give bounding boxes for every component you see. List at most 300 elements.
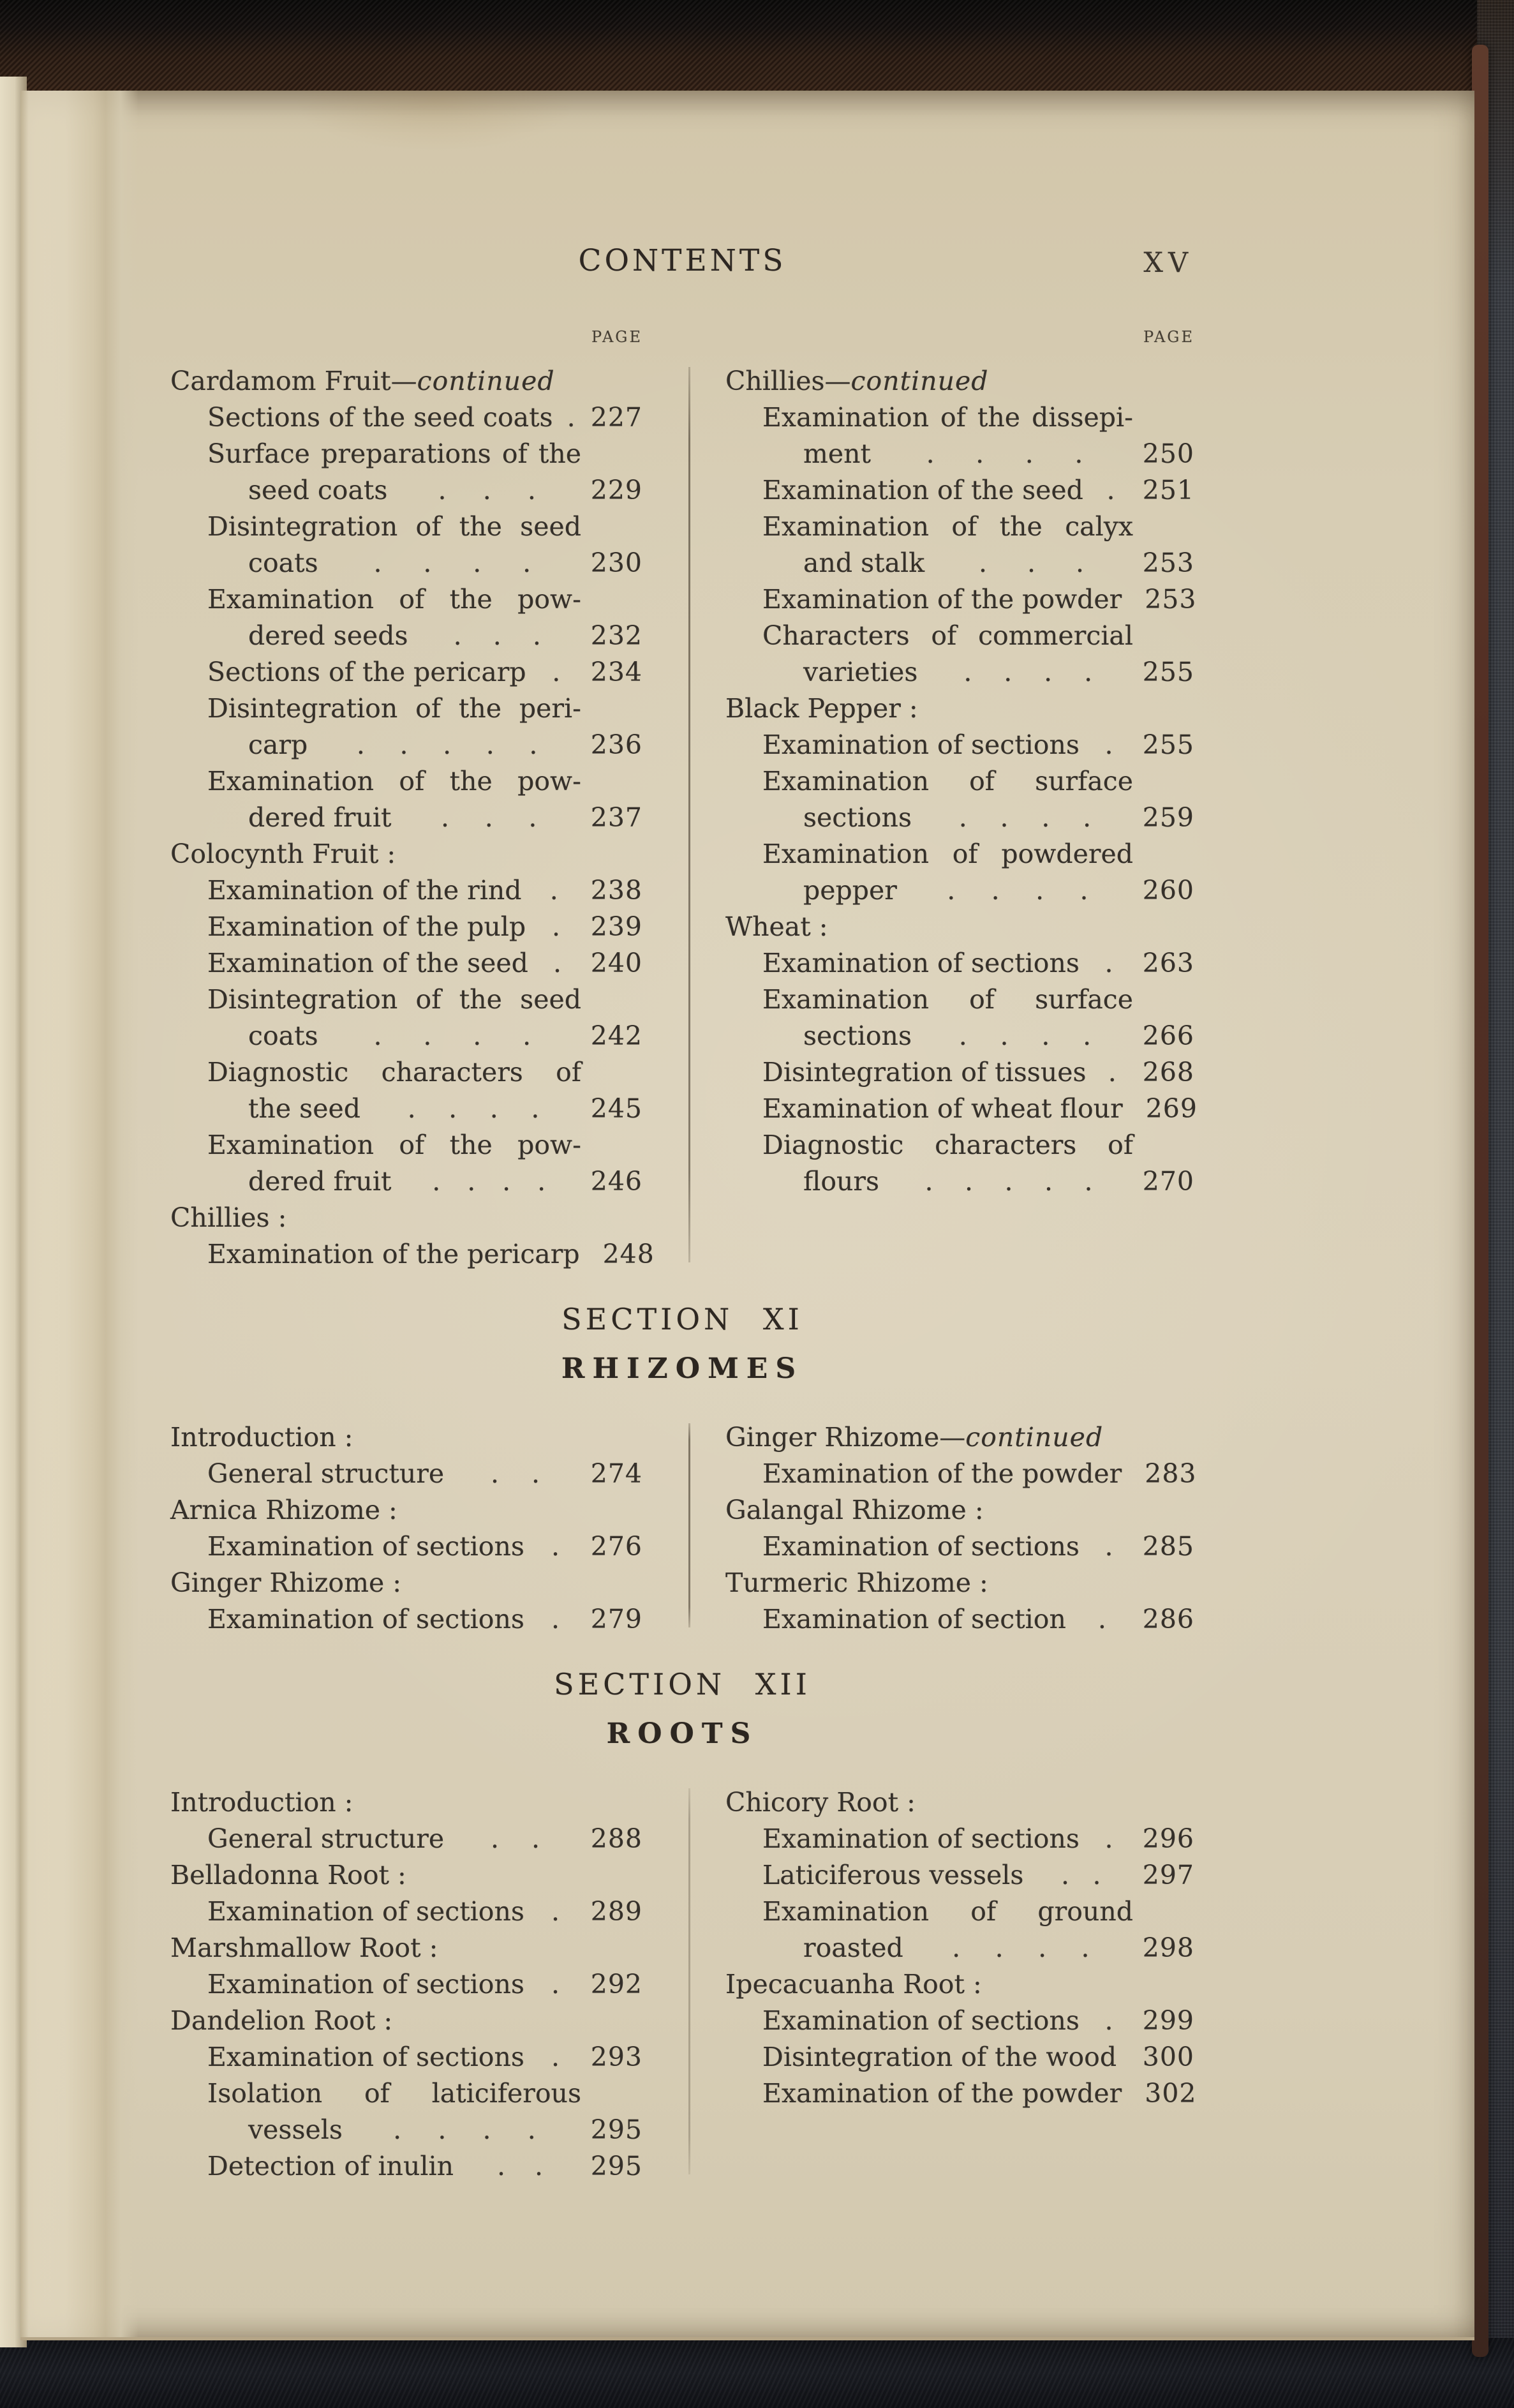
toc-entry <box>170 945 642 982</box>
toc-entry <box>170 654 642 691</box>
leader-dot: . <box>1025 438 1034 469</box>
leader-dot: . <box>373 1021 382 1051</box>
entry-text: coats <box>248 1021 318 1051</box>
toc-content <box>170 243 1198 2185</box>
leader-dot: . <box>1083 802 1092 833</box>
toc-entry <box>725 800 1194 836</box>
leader-dots <box>444 1456 581 1492</box>
entry-text: Laticiferous vessels <box>762 1860 1024 1890</box>
leader-dots <box>524 1966 581 2003</box>
toc-heading <box>725 1492 1194 1529</box>
leader-dots <box>879 1163 1133 1200</box>
leader-dots <box>308 727 581 763</box>
toc-entry <box>170 400 642 436</box>
toc-entry <box>170 2039 642 2075</box>
entry-page-number: 255 <box>1142 729 1194 760</box>
toc-column-left <box>170 1419 642 1638</box>
toc-entry-wrap <box>725 763 1194 800</box>
entry-text: dered fruit <box>248 1166 392 1197</box>
entry-page-number: 298 <box>1142 1933 1194 1963</box>
entry-text: Examination of surface <box>762 766 1133 796</box>
page-gutter-curl <box>20 91 138 2337</box>
entry-text: Examination of the seed <box>207 948 528 978</box>
leader-dot: . <box>1097 1604 1106 1634</box>
entry-page-number: 288 <box>590 1823 642 1854</box>
column-gap <box>642 319 725 355</box>
leader-dots <box>553 400 584 436</box>
toc-column-left <box>170 363 655 1273</box>
entry-text: Turmeric Rhizome : <box>725 1567 988 1598</box>
entry-page-number: 286 <box>1142 1604 1194 1634</box>
leader-dot: . <box>1074 438 1083 469</box>
leader-dots <box>897 872 1133 909</box>
toc-entry <box>170 1236 655 1273</box>
toc-entry-wrap <box>170 436 642 472</box>
toc-entry <box>170 1821 642 1857</box>
toc-entry <box>725 2039 1194 2075</box>
leader-dots <box>387 472 581 509</box>
toc-entry-wrap <box>170 2075 642 2112</box>
entry-page-number: 253 <box>1145 584 1197 615</box>
entry-text: Examination of sections <box>762 1531 1080 1562</box>
toc-heading <box>725 1419 1194 1456</box>
toc-entry <box>725 2003 1194 2039</box>
leader-dot: . <box>467 1166 476 1197</box>
entry-page-number: 250 <box>1142 438 1194 469</box>
leader-dot: . <box>926 438 935 469</box>
entry-text: Examination of the seed <box>762 475 1083 505</box>
leader-dot: . <box>947 875 956 906</box>
toc-entry-wrap <box>725 836 1194 872</box>
leader-dots <box>1087 1054 1133 1091</box>
leader-dot: . <box>432 1166 441 1197</box>
leader-dot: . <box>1004 1166 1013 1197</box>
entry-text: flours <box>803 1166 880 1197</box>
column-divider-rule <box>688 367 690 1262</box>
leader-dot: . <box>551 1604 560 1634</box>
entry-page-number: 289 <box>590 1896 642 1927</box>
entry-text: Examination of ground <box>762 1896 1133 1927</box>
leader-dots <box>1083 472 1133 509</box>
entry-page-number: 295 <box>590 2114 642 2145</box>
leader-dot: . <box>549 875 558 906</box>
leader-dot: . <box>482 2114 491 2145</box>
entry-text: Diagnostic characters of <box>207 1057 581 1088</box>
entry-text: Isolation of laticiferous <box>207 2078 581 2109</box>
entry-text: Surface preparations of the <box>207 438 581 469</box>
leader-dot: . <box>551 2042 560 2072</box>
entry-page-number: 274 <box>590 1458 642 1489</box>
toc-heading <box>725 1966 1194 2003</box>
leader-dot: . <box>551 1531 560 1562</box>
leader-dots <box>444 1821 581 1857</box>
leader-dots <box>524 1601 581 1638</box>
leader-dot: . <box>489 1093 498 1124</box>
leader-dot: . <box>373 548 382 578</box>
toc-heading <box>725 1784 1194 1821</box>
toc-heading <box>170 1419 642 1456</box>
entry-page-number: 268 <box>1142 1057 1194 1088</box>
toc-entry <box>170 1018 642 1054</box>
entry-text: Examination of the pericarp <box>207 1239 580 1269</box>
toc-entry <box>725 581 1197 618</box>
entry-page-number: 246 <box>590 1166 642 1197</box>
leader-dots <box>318 1018 581 1054</box>
entry-text: Disintegration of the seed <box>207 511 581 542</box>
toc-entry <box>170 1894 642 1930</box>
toc-entry <box>725 1601 1194 1638</box>
leader-dot: . <box>1104 729 1113 760</box>
toc-heading <box>170 2003 642 2039</box>
page-header <box>170 243 1194 282</box>
entry-page-number: 266 <box>1142 1021 1194 1051</box>
entry-text: Examination of the calyx <box>762 511 1133 542</box>
toc-blocks <box>170 363 1198 2185</box>
entry-text: Examination of the dissepi- <box>762 402 1133 433</box>
book-cover-top <box>0 0 1514 96</box>
leader-dots <box>524 2039 581 2075</box>
column-headers <box>170 319 1194 355</box>
leader-dot: . <box>486 729 494 760</box>
leader-dot: . <box>1060 1860 1069 1890</box>
entry-page-number: 232 <box>590 620 642 651</box>
leader-dot: . <box>958 802 967 833</box>
toc-entry-wrap <box>170 1054 642 1091</box>
leader-dots <box>343 2112 581 2148</box>
entry-text: Examination of sections <box>207 1896 524 1927</box>
leader-dot: . <box>979 548 988 578</box>
toc-column-right <box>725 1784 1197 2185</box>
leader-dot: . <box>1104 1823 1113 1854</box>
toc-entry-wrap <box>725 1127 1194 1163</box>
leader-dot: . <box>1106 475 1115 505</box>
leader-dot: . <box>502 1166 511 1197</box>
leader-dot: . <box>1104 1531 1113 1562</box>
leader-dots <box>871 436 1133 472</box>
entry-page-number: 300 <box>1142 2042 1194 2072</box>
toc-heading <box>170 1784 642 1821</box>
leader-dots <box>318 545 581 581</box>
leader-dot: . <box>393 2114 402 2145</box>
leader-dot: . <box>1104 2005 1113 2036</box>
entry-page-number: 293 <box>590 2042 642 2072</box>
entry-text: sections <box>803 1021 912 1051</box>
leader-dot: . <box>473 548 482 578</box>
toc-entry <box>170 872 642 909</box>
leader-dot: . <box>995 1933 1004 1963</box>
leader-dot: . <box>1092 1860 1101 1890</box>
toc-entry <box>725 872 1194 909</box>
entry-text: Introduction : <box>170 1787 353 1818</box>
leader-dot: . <box>1108 1057 1117 1088</box>
toc-heading <box>725 691 1194 727</box>
leader-dots <box>408 618 581 654</box>
entry-page-number: 259 <box>1142 802 1194 833</box>
entry-page-number: 296 <box>1142 1823 1194 1854</box>
leader-dot: . <box>1080 875 1088 906</box>
leader-dot: . <box>491 1458 500 1489</box>
leader-dots <box>526 909 581 945</box>
leader-dot: . <box>1004 657 1013 687</box>
entry-text: Examination of wheat flour <box>762 1093 1123 1124</box>
leader-dot: . <box>958 1021 967 1051</box>
leader-dot: . <box>991 875 1000 906</box>
leader-dot: . <box>1083 1021 1092 1051</box>
leader-dots <box>912 1018 1133 1054</box>
leader-dots <box>528 945 581 982</box>
leader-dots <box>526 654 581 691</box>
leader-dot: . <box>356 729 365 760</box>
entry-page-number: 295 <box>590 2151 642 2181</box>
entry-text: Disintegration of the wood <box>762 2042 1117 2072</box>
leader-dot: . <box>443 729 452 760</box>
entry-text: Characters of commercial <box>762 620 1133 651</box>
leader-dots <box>1023 1857 1133 1894</box>
toc-entry <box>170 2148 642 2185</box>
toc-entry-wrap <box>170 1127 642 1163</box>
entry-text: seed coats <box>248 475 388 505</box>
leader-dot: . <box>441 802 450 833</box>
leader-dot: . <box>567 402 575 433</box>
toc-entry <box>170 618 642 654</box>
entry-page-number: 299 <box>1142 2005 1194 2036</box>
leader-dot: . <box>1076 548 1085 578</box>
entry-text: Disintegration of tissues <box>762 1057 1087 1088</box>
toc-heading <box>725 363 1194 400</box>
toc-entry <box>170 472 642 509</box>
entry-text: Examination of section <box>762 1604 1066 1634</box>
toc-entry-wrap <box>170 982 642 1018</box>
entry-text: Examination of the pulp <box>207 911 526 942</box>
toc-entry-wrap <box>170 691 642 727</box>
leader-dot: . <box>924 1166 933 1197</box>
entry-text-continued: continued <box>850 366 989 396</box>
leader-dot: . <box>453 620 462 651</box>
entry-text: Examination of the powder <box>762 584 1122 615</box>
entry-text: Sections of the pericarp <box>207 657 526 687</box>
entry-page-number: 230 <box>590 548 642 578</box>
entry-page-number: 237 <box>590 802 642 833</box>
leader-dot: . <box>407 1093 416 1124</box>
column-gap <box>642 1419 725 1638</box>
entry-page-number: 242 <box>590 1021 642 1051</box>
entry-text-continued: continued <box>417 366 555 396</box>
entry-text: Examination of surface <box>762 984 1133 1015</box>
entry-text: Ipecacuanha Root : <box>725 1969 982 2000</box>
leader-dots <box>1066 1601 1133 1638</box>
entry-text: vessels <box>248 2114 343 2145</box>
toc-entry-wrap <box>725 509 1194 545</box>
leader-dots <box>524 1894 581 1930</box>
entry-page-number: 236 <box>590 729 642 760</box>
page-label-left: PAGE <box>591 328 642 346</box>
entry-text: Marshmallow Root : <box>170 1933 438 1963</box>
entry-text: Detection of inulin <box>207 2151 454 2181</box>
book-cover-bottom <box>0 2338 1514 2408</box>
entry-text: Black Pepper : <box>725 693 918 724</box>
toc-entry <box>725 1857 1194 1894</box>
leader-dot: . <box>551 1969 560 2000</box>
entry-text: Chicory Root : <box>725 1787 916 1818</box>
entry-text: sections <box>803 802 912 833</box>
entry-text: Galangal Rhizome : <box>725 1495 984 1525</box>
leader-dots <box>391 800 581 836</box>
leader-dot: . <box>1041 802 1050 833</box>
entry-text-continued: continued <box>965 1422 1104 1453</box>
entry-text: Belladonna Root : <box>170 1860 406 1890</box>
entry-page-number: 240 <box>590 948 642 978</box>
entry-text: Introduction : <box>170 1422 353 1453</box>
entry-page-number: 263 <box>1142 948 1194 978</box>
entry-text: Ginger Rhizome : <box>170 1567 402 1598</box>
leader-dot: . <box>473 1021 482 1051</box>
page-label-right: PAGE <box>1143 328 1194 346</box>
toc-entry <box>725 1054 1194 1091</box>
leader-dot: . <box>952 1933 961 1963</box>
leader-dots <box>454 2148 581 2185</box>
entry-text: Sections of the seed coats <box>207 402 553 433</box>
leader-dot: . <box>965 1166 974 1197</box>
entry-text: and stalk <box>803 548 925 578</box>
entry-text: Examination of sections <box>207 1969 524 2000</box>
leader-dot: . <box>1104 948 1113 978</box>
leader-dot: . <box>553 948 561 978</box>
toc-entry <box>170 1456 642 1492</box>
column-gap <box>642 1784 725 2185</box>
toc-heading <box>170 1930 642 1966</box>
leader-dots <box>521 872 581 909</box>
toc-column-left <box>170 1784 642 2185</box>
entry-text: Chillies : <box>170 1202 287 1233</box>
section-title: SECTION XII <box>554 1667 811 1701</box>
toc-heading <box>170 1200 642 1236</box>
leader-dot: . <box>438 2114 447 2145</box>
leader-dot: . <box>1000 802 1009 833</box>
leader-dot: . <box>449 1093 457 1124</box>
leader-dots <box>912 800 1133 836</box>
leader-dots <box>391 1163 581 1200</box>
entry-page-number: 285 <box>1142 1531 1194 1562</box>
toc-entry <box>725 1163 1194 1200</box>
entry-text: Examination of the pow- <box>207 1130 581 1160</box>
leader-dot: . <box>523 548 531 578</box>
toc-entry <box>725 545 1194 581</box>
column-gap <box>642 363 725 1273</box>
entry-text: Examination of sections <box>207 1604 524 1634</box>
leader-dots <box>924 545 1133 581</box>
entry-page-number: 270 <box>1142 1166 1194 1197</box>
leader-dots <box>917 654 1133 691</box>
toc-entry <box>725 1456 1197 1492</box>
toc-heading <box>170 836 642 872</box>
entry-text: Disintegration of the peri- <box>207 693 581 724</box>
leader-dot: . <box>482 475 491 505</box>
leader-dots <box>903 1930 1133 1966</box>
toc-entry-wrap <box>725 400 1194 436</box>
leader-dot: . <box>1081 1933 1090 1963</box>
leader-dot: . <box>423 1021 432 1051</box>
toc-entry <box>170 1163 642 1200</box>
entry-page-number: 302 <box>1145 2078 1197 2109</box>
toc-column-right <box>725 363 1198 1273</box>
toc-columns <box>170 363 1198 1273</box>
entry-page-number: 260 <box>1142 875 1194 906</box>
leader-dot: . <box>438 475 447 505</box>
entry-text: dered fruit <box>248 802 392 833</box>
entry-page-number: 255 <box>1142 657 1194 687</box>
entry-text: carp <box>248 729 308 760</box>
toc-entry <box>725 654 1194 691</box>
leader-dot: . <box>484 802 493 833</box>
entry-page-number: 248 <box>602 1239 655 1269</box>
leader-dot: . <box>423 548 432 578</box>
entry-page-number: 227 <box>590 402 642 433</box>
entry-text: pepper <box>803 875 897 906</box>
leader-dot: . <box>528 802 537 833</box>
toc-heading <box>725 1565 1194 1601</box>
entry-text: General structure <box>207 1458 445 1489</box>
toc-entry-wrap <box>725 982 1194 1018</box>
leader-dots <box>1080 1821 1133 1857</box>
toc-entry <box>725 1529 1194 1565</box>
entry-page-number: 251 <box>1142 475 1194 505</box>
entry-text: Examination of powdered <box>762 839 1133 869</box>
leader-dot: . <box>493 620 501 651</box>
entry-page-number: 276 <box>590 1531 642 1562</box>
toc-columns <box>170 1784 1197 2185</box>
leader-dot: . <box>527 2114 536 2145</box>
leader-dots <box>360 1091 581 1127</box>
folio-page-number: XV <box>1143 247 1193 279</box>
toc-heading <box>170 1565 642 1601</box>
leader-dot: . <box>523 1021 531 1051</box>
leader-dot: . <box>963 657 972 687</box>
entry-page-number: 238 <box>590 875 642 906</box>
toc-heading <box>725 909 1194 945</box>
entry-text: Wheat : <box>725 911 828 942</box>
entry-text: Examination of sections <box>762 948 1080 978</box>
page-title: CONTENTS <box>578 243 787 278</box>
leader-dot: . <box>1027 548 1036 578</box>
toc-entry-wrap <box>170 581 642 618</box>
toc-entry-wrap <box>725 618 1194 654</box>
entry-page-number: 234 <box>590 657 642 687</box>
leader-dot: . <box>1000 1021 1009 1051</box>
toc-entry-wrap <box>170 509 642 545</box>
entry-text: Examination of sections <box>762 2005 1080 2036</box>
toc-entry <box>170 800 642 836</box>
entry-text: Examination of sections <box>207 1531 524 1562</box>
entry-text: Examination of the pow- <box>207 584 581 615</box>
leader-dot: . <box>1044 1166 1053 1197</box>
leader-dots <box>524 1529 581 1565</box>
entry-page-number: 229 <box>590 475 642 505</box>
leader-dot: . <box>491 1823 500 1854</box>
leader-dot: . <box>531 1458 540 1489</box>
entry-text: Examination of the pow- <box>207 766 581 796</box>
entry-text: Arnica Rhizome : <box>170 1495 397 1525</box>
leader-dot: . <box>1035 875 1044 906</box>
toc-entry <box>170 1601 642 1638</box>
entry-page-number: 269 <box>1145 1093 1198 1124</box>
entry-page-number: 253 <box>1142 548 1194 578</box>
leader-dot: . <box>1041 1021 1050 1051</box>
toc-column-right <box>725 1419 1197 1638</box>
toc-entry <box>725 1018 1194 1054</box>
entry-text: Diagnostic characters of <box>762 1130 1133 1160</box>
section-title: SECTION XI <box>561 1302 803 1336</box>
toc-entry <box>725 1821 1194 1857</box>
